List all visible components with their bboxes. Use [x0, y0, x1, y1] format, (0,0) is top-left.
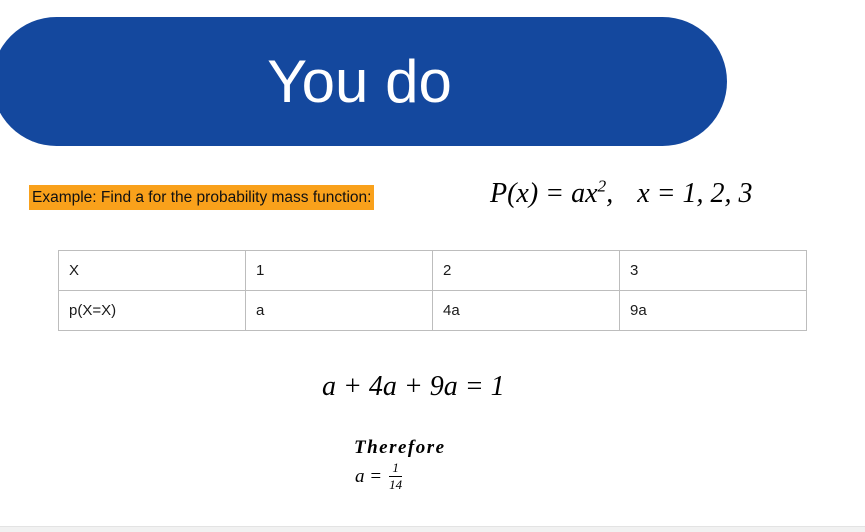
- table-cell: 4a: [433, 291, 620, 331]
- result-lhs: a =: [355, 465, 383, 487]
- result-fraction: [389, 461, 402, 493]
- table-cell: 1: [246, 251, 433, 291]
- fraction-numerator: 1: [389, 461, 402, 477]
- result-equation: [355, 461, 402, 493]
- pmf-formula-exponent: 2: [597, 176, 607, 196]
- fraction-denominator: 14: [389, 477, 403, 493]
- table-cell: 3: [620, 251, 807, 291]
- sum-equation: a + 4a + 9a = 1: [322, 371, 505, 402]
- pmf-formula: [490, 178, 753, 210]
- pmf-formula-lhs: P(x) = ax: [490, 178, 598, 209]
- pmf-formula-domain: x = 1, 2, 3: [637, 178, 753, 209]
- pmf-table: [58, 250, 807, 331]
- example-prompt: Example: Find a for the probability mass function:: [29, 185, 374, 210]
- pmf-formula-separator: ,: [606, 178, 614, 209]
- table-cell: 2: [433, 251, 620, 291]
- table-row-x: [59, 251, 807, 291]
- therefore-label: Therefore: [354, 437, 446, 458]
- footer-strip: [0, 526, 865, 532]
- table-cell: 9a: [620, 291, 807, 331]
- slide-title: You do: [267, 48, 452, 115]
- title-pill: [0, 17, 727, 146]
- table-cell: a: [246, 291, 433, 331]
- table-cell: p(X=X): [59, 291, 246, 331]
- table-cell: X: [59, 251, 246, 291]
- table-row-probability: [59, 291, 807, 331]
